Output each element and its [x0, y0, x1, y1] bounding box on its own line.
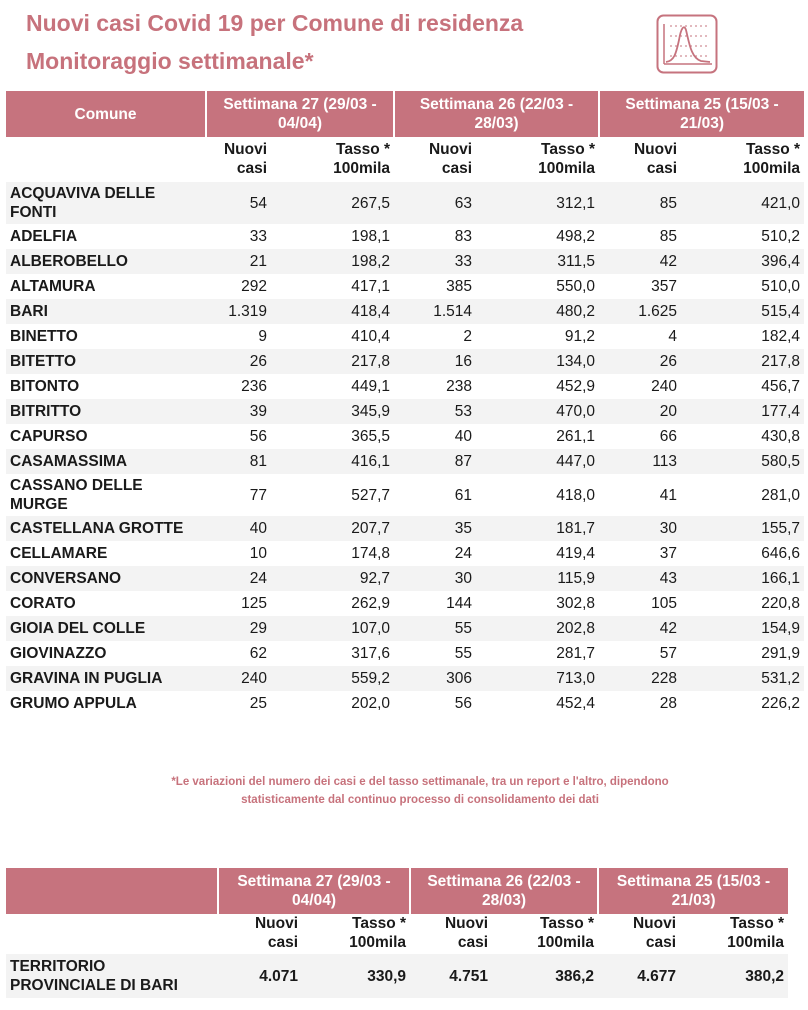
comune-name: BITETTO [6, 349, 206, 374]
nuovi-casi-cell: 28 [659, 695, 678, 712]
tasso-cell: 410,4 [351, 328, 391, 345]
nuovi-casi-cell: 238 [446, 378, 473, 395]
epidemic-curve-icon [656, 14, 718, 74]
nuovi-casi-cell: 43 [599, 566, 681, 591]
tasso-cell: 115,9 [476, 566, 599, 591]
nuovi-casi-cell: 1.625 [599, 299, 681, 324]
tasso-cell: 550,0 [556, 278, 596, 295]
tasso-cell: 396,4 [681, 249, 804, 274]
tasso-cell: 182,4 [761, 328, 801, 345]
total-label: TERRITORIO PROVINCIALE DI BARI [6, 954, 218, 998]
municipality-table [6, 91, 804, 716]
tasso-cell: 198,1 [351, 228, 391, 245]
nuovi-casi-cell: 42 [599, 249, 681, 274]
total-sub-nuovi-casi: Nuovi casi [444, 915, 489, 951]
nuovi-casi-cell: 83 [454, 228, 473, 245]
nuovi-casi-cell: 21 [206, 249, 271, 274]
table-row [6, 566, 804, 591]
tasso-cell: 447,0 [476, 449, 599, 474]
comune-name: GIOVINAZZO [10, 645, 107, 662]
nuovi-casi-cell: 61 [454, 486, 473, 504]
total-sub-tasso: Tasso * 100mila [349, 915, 407, 951]
nuovi-casi-cell: 30 [394, 566, 476, 591]
total-value: 4.677 [598, 954, 680, 998]
nuovi-casi-cell: 385 [446, 278, 473, 295]
table-row [6, 516, 804, 541]
nuovi-casi-cell: 16 [394, 349, 476, 374]
comune-name: BINETTO [10, 328, 78, 345]
table-row [6, 182, 804, 224]
nuovi-casi-cell: 55 [454, 645, 473, 662]
tasso-cell: 262,9 [351, 595, 391, 612]
col-header-week-27: Settimana 27 (29/03 - 04/04) [206, 91, 394, 137]
comune-name: CASAMASSIMA [6, 449, 206, 474]
comune-name: BITRITTO [6, 399, 206, 424]
nuovi-casi-cell: 30 [599, 516, 681, 541]
comune-name: BARI [6, 299, 206, 324]
table-row [6, 691, 804, 716]
footnote: *Le variazioni del numero dei casi e del tasso settimanale, tra un report e l'altro, dipendono statisticamente dal continuo processo di consolidamento dei dati [171, 776, 669, 806]
comune-name: GIOIA DEL COLLE [6, 616, 206, 641]
comune-name: ADELFIA [10, 228, 78, 245]
tasso-cell: 154,9 [681, 616, 804, 641]
nuovi-casi-cell: 29 [206, 616, 271, 641]
tasso-cell: 515,4 [681, 299, 804, 324]
tasso-cell: 217,8 [271, 349, 394, 374]
comune-name: CASSANO DELLE MURGE [10, 477, 143, 513]
table-row [6, 641, 804, 666]
tasso-cell: 107,0 [271, 616, 394, 641]
nuovi-casi-cell: 37 [659, 545, 678, 562]
tasso-cell: 713,0 [476, 666, 599, 691]
tasso-cell: 417,1 [351, 278, 391, 295]
nuovi-casi-cell: 35 [394, 516, 476, 541]
tasso-cell: 281,7 [556, 645, 596, 662]
nuovi-casi-cell: 33 [249, 228, 267, 245]
nuovi-casi-cell: 306 [394, 666, 476, 691]
total-row [6, 954, 788, 998]
tasso-cell: 181,7 [476, 516, 599, 541]
nuovi-casi-cell: 55 [394, 616, 476, 641]
nuovi-casi-cell: 85 [599, 182, 681, 224]
tasso-cell: 281,0 [761, 486, 801, 504]
tasso-cell: 202,8 [476, 616, 599, 641]
nuovi-casi-cell: 63 [394, 182, 476, 224]
nuovi-casi-cell: 42 [599, 616, 681, 641]
nuovi-casi-cell: 81 [206, 449, 271, 474]
table-row [6, 324, 804, 349]
page-title: Nuovi casi Covid 19 per Comune di residenza [26, 10, 524, 36]
tasso-cell: 207,7 [271, 516, 394, 541]
total-header-week-27: Settimana 27 (29/03 - 04/04) [218, 868, 410, 914]
total-sub-nuovi-casi: Nuovi casi [254, 915, 298, 951]
nuovi-casi-cell: 228 [599, 666, 681, 691]
tasso-cell: 580,5 [681, 449, 804, 474]
total-sub-nuovi-casi: Nuovi casi [632, 915, 677, 951]
tasso-cell: 449,1 [351, 378, 391, 395]
nuovi-casi-cell: 240 [206, 666, 271, 691]
nuovi-casi-cell: 125 [241, 595, 267, 612]
tasso-cell: 92,7 [271, 566, 394, 591]
nuovi-casi-cell: 2 [463, 328, 473, 345]
nuovi-casi-cell: 53 [394, 399, 476, 424]
tasso-cell: 531,2 [681, 666, 804, 691]
table-row [6, 299, 804, 324]
table-row [6, 591, 804, 616]
table-row [6, 399, 804, 424]
nuovi-casi-cell: 40 [454, 428, 473, 445]
nuovi-casi-cell: 9 [258, 328, 267, 345]
tasso-cell: 527,7 [351, 486, 391, 504]
tasso-cell: 418,0 [556, 486, 596, 504]
nuovi-casi-cell: 24 [206, 566, 271, 591]
table-row [6, 374, 804, 399]
tasso-cell: 267,5 [271, 182, 394, 224]
tasso-cell: 226,2 [761, 695, 801, 712]
table-row [6, 224, 804, 249]
total-value: 380,2 [680, 954, 788, 998]
nuovi-casi-cell: 66 [659, 428, 678, 445]
nuovi-casi-cell: 33 [394, 249, 476, 274]
sub-header-nuovi-casi: Nuovi casi [223, 141, 267, 177]
sub-header-tasso: Tasso * 100mila [743, 141, 801, 177]
sub-header-nuovi-casi: Nuovi casi [428, 141, 473, 177]
comune-name: CAPURSO [10, 428, 88, 445]
nuovi-casi-cell: 77 [249, 486, 267, 504]
nuovi-casi-cell: 240 [651, 378, 678, 395]
nuovi-casi-cell: 39 [206, 399, 271, 424]
table-row [6, 249, 804, 274]
tasso-cell: 177,4 [681, 399, 804, 424]
tasso-cell: 291,9 [761, 645, 801, 662]
nuovi-casi-cell: 85 [659, 228, 678, 245]
tasso-cell: 559,2 [271, 666, 394, 691]
comune-name: ALTAMURA [10, 278, 96, 295]
tasso-cell: 261,1 [556, 428, 596, 445]
nuovi-casi-cell: 25 [249, 695, 267, 712]
tasso-cell: 456,7 [761, 378, 801, 395]
table-row [6, 616, 804, 641]
nuovi-casi-cell: 144 [446, 595, 473, 612]
tasso-cell: 510,2 [761, 228, 801, 245]
tasso-cell: 174,8 [351, 545, 391, 562]
tasso-cell: 510,0 [761, 278, 801, 295]
table-row [6, 666, 804, 691]
tasso-cell: 470,0 [476, 399, 599, 424]
table-row [6, 424, 804, 449]
tasso-cell: 317,6 [351, 645, 391, 662]
tasso-cell: 311,5 [476, 249, 599, 274]
table-row [6, 541, 804, 566]
tasso-cell: 452,4 [556, 695, 596, 712]
nuovi-casi-cell: 40 [206, 516, 271, 541]
tasso-cell: 198,2 [271, 249, 394, 274]
nuovi-casi-cell: 24 [454, 545, 473, 562]
tasso-cell: 345,9 [271, 399, 394, 424]
comune-name: CASTELLANA GROTTE [6, 516, 206, 541]
tasso-cell: 480,2 [476, 299, 599, 324]
nuovi-casi-cell: 87 [394, 449, 476, 474]
comune-name: GRAVINA IN PUGLIA [6, 666, 206, 691]
nuovi-casi-cell: 236 [241, 378, 267, 395]
total-value: 4.071 [218, 954, 302, 998]
nuovi-casi-cell: 56 [454, 695, 473, 712]
nuovi-casi-cell: 113 [599, 449, 681, 474]
nuovi-casi-cell: 56 [249, 428, 267, 445]
nuovi-casi-cell: 4 [668, 328, 678, 345]
comune-name: ALBEROBELLO [6, 249, 206, 274]
comune-name: BITONTO [10, 378, 80, 395]
nuovi-casi-cell: 54 [206, 182, 271, 224]
tasso-cell: 430,8 [761, 428, 801, 445]
nuovi-casi-cell: 62 [249, 645, 267, 662]
tasso-cell: 91,2 [564, 328, 596, 345]
col-header-week-25: Settimana 25 (15/03 - 21/03) [599, 91, 804, 137]
nuovi-casi-cell: 1.514 [394, 299, 476, 324]
nuovi-casi-cell: 26 [599, 349, 681, 374]
total-value: 4.751 [410, 954, 492, 998]
tasso-cell: 421,0 [681, 182, 804, 224]
total-header-week-26: Settimana 26 (22/03 - 28/03) [410, 868, 598, 914]
nuovi-casi-cell: 57 [659, 645, 678, 662]
comune-name: CORATO [10, 595, 76, 612]
tasso-cell: 312,1 [476, 182, 599, 224]
tasso-cell: 302,8 [556, 595, 596, 612]
sub-header-tasso: Tasso * 100mila [333, 141, 391, 177]
tasso-cell: 217,8 [681, 349, 804, 374]
page-subtitle: Monitoraggio settimanale* [26, 48, 314, 74]
comune-name: GRUMO APPULA [10, 695, 137, 712]
nuovi-casi-cell: 41 [659, 486, 678, 504]
tasso-cell: 498,2 [556, 228, 596, 245]
sub-header-nuovi-casi: Nuovi casi [633, 141, 678, 177]
tasso-cell: 365,5 [351, 428, 391, 445]
total-sub-tasso: Tasso * 100mila [537, 915, 595, 951]
total-header-week-25: Settimana 25 (15/03 - 21/03) [598, 868, 788, 914]
tasso-cell: 134,0 [476, 349, 599, 374]
tasso-cell: 220,8 [761, 595, 801, 612]
table-row [6, 474, 804, 516]
nuovi-casi-cell: 1.319 [206, 299, 271, 324]
sub-header-tasso: Tasso * 100mila [538, 141, 596, 177]
nuovi-casi-cell: 10 [249, 545, 267, 562]
tasso-cell: 646,6 [761, 545, 801, 562]
tasso-cell: 202,0 [351, 695, 391, 712]
nuovi-casi-cell: 105 [651, 595, 678, 612]
tasso-cell: 419,4 [556, 545, 596, 562]
comune-name: CONVERSANO [6, 566, 206, 591]
table-row [6, 449, 804, 474]
table-row [6, 274, 804, 299]
tasso-cell: 166,1 [681, 566, 804, 591]
comune-name: CELLAMARE [10, 545, 108, 562]
nuovi-casi-cell: 20 [599, 399, 681, 424]
tasso-cell: 155,7 [681, 516, 804, 541]
nuovi-casi-cell: 357 [651, 278, 678, 295]
total-value: 330,9 [302, 954, 410, 998]
province-total-table [6, 868, 788, 998]
tasso-cell: 418,4 [271, 299, 394, 324]
tasso-cell: 416,1 [271, 449, 394, 474]
total-sub-tasso: Tasso * 100mila [727, 915, 785, 951]
nuovi-casi-cell: 292 [241, 278, 267, 295]
col-header-week-26: Settimana 26 (22/03 - 28/03) [394, 91, 599, 137]
comune-name: ACQUAVIVA DELLE FONTI [6, 182, 206, 224]
nuovi-casi-cell: 26 [206, 349, 271, 374]
table-row [6, 349, 804, 374]
tasso-cell: 452,9 [556, 378, 596, 395]
total-value: 386,2 [492, 954, 598, 998]
col-header-comune: Comune [6, 91, 206, 137]
